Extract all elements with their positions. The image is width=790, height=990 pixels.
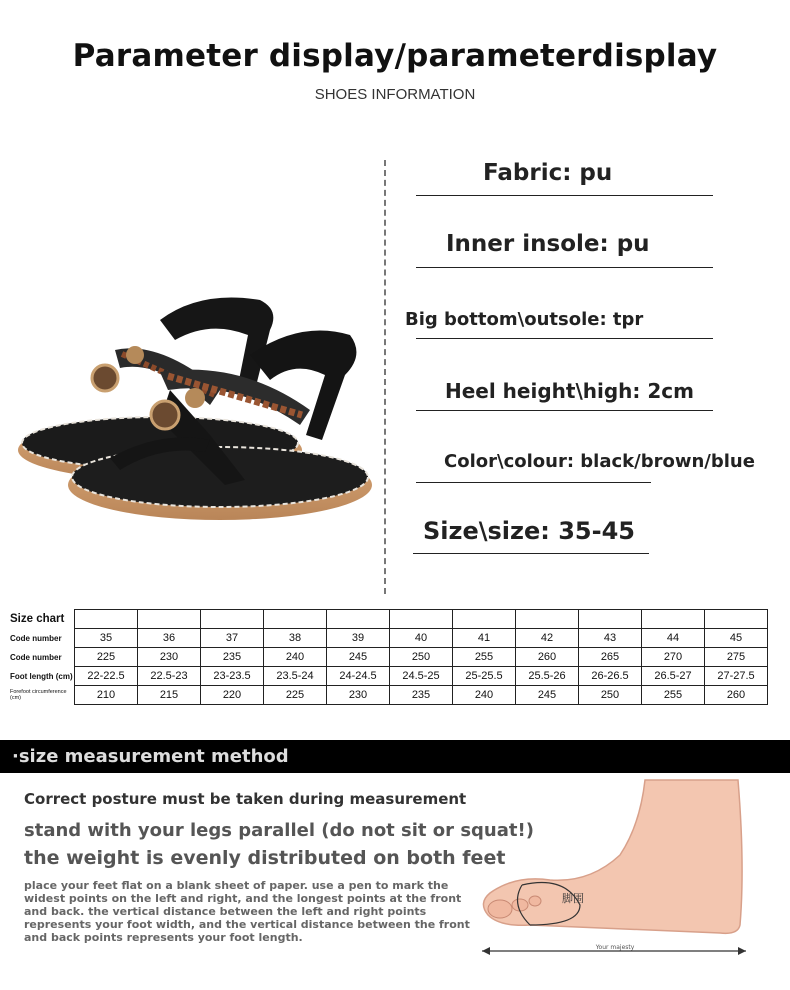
table-cell: 26-26.5 (579, 667, 642, 686)
table-row (10, 610, 768, 629)
param-underline (416, 338, 713, 339)
foot-measurement-illustration (470, 775, 760, 975)
table-cell: 240 (264, 648, 327, 667)
measure-step-1: stand with your legs parallel (do not sit or squat!) (24, 820, 534, 841)
table-cell: 250 (390, 648, 453, 667)
table-cell: 44 (642, 629, 705, 648)
table-cell: 220 (201, 686, 264, 705)
param-size: Size\size: 35-45 (423, 517, 635, 545)
table-cell: 250 (579, 686, 642, 705)
param-fabric: Fabric: pu (483, 160, 613, 186)
table-cell: 45 (705, 629, 768, 648)
table-cell: 41 (453, 629, 516, 648)
table-cell: 235 (201, 648, 264, 667)
table-cell: 225 (264, 686, 327, 705)
table-cell: 24-24.5 (327, 667, 390, 686)
table-cell: 42 (516, 629, 579, 648)
param-underline (413, 553, 649, 554)
table-cell: 22.5-23 (138, 667, 201, 686)
table-row (10, 629, 768, 648)
table-cell: 25-25.5 (453, 667, 516, 686)
size-chart-table (10, 609, 768, 705)
table-cell: 38 (264, 629, 327, 648)
size-chart-title: Size chart (10, 613, 65, 625)
param-inner-insole: Inner insole: pu (446, 231, 650, 257)
table-cell: 23.5-24 (264, 667, 327, 686)
table-cell: 22-22.5 (75, 667, 138, 686)
table-cell: 27-27.5 (705, 667, 768, 686)
table-cell: 270 (642, 648, 705, 667)
table-cell: 35 (75, 629, 138, 648)
table-cell: 265 (579, 648, 642, 667)
table-cell: 23-23.5 (201, 667, 264, 686)
page-subtitle: SHOES INFORMATION (314, 86, 476, 103)
section-header-bar (0, 740, 790, 773)
table-row (10, 648, 768, 667)
param-underline (416, 410, 713, 411)
table-cell: 43 (579, 629, 642, 648)
table-cell: 245 (516, 686, 579, 705)
table-cell: 235 (390, 686, 453, 705)
table-cell: 255 (642, 686, 705, 705)
table-cell: 245 (327, 648, 390, 667)
table-cell: 255 (453, 648, 516, 667)
param-heel-height: Heel height\high: 2cm (445, 379, 694, 403)
divider-dashed (384, 160, 386, 594)
row-label: Code number (10, 633, 62, 643)
row-label: Foot length (cm) (10, 671, 73, 681)
section-title: ·size measurement method (12, 746, 289, 767)
table-cell: 39 (327, 629, 390, 648)
table-cell: 240 (453, 686, 516, 705)
table-cell: 260 (516, 648, 579, 667)
sandal-product-image (10, 280, 375, 540)
param-underline (416, 482, 651, 483)
param-color: Color\colour: black/brown/blue (444, 451, 755, 472)
row-label: Code number (10, 652, 62, 662)
table-cell: 210 (75, 686, 138, 705)
table-cell: 225 (75, 648, 138, 667)
page-title: Parameter display/parameterdisplay (72, 38, 718, 74)
param-underline (416, 267, 713, 268)
table-cell: 24.5-25 (390, 667, 453, 686)
table-cell: 36 (138, 629, 201, 648)
param-outsole: Big bottom\outsole: tpr (405, 309, 644, 330)
table-cell: 25.5-26 (516, 667, 579, 686)
table-cell: 260 (705, 686, 768, 705)
param-underline (416, 195, 713, 196)
ball-circumference-label: 脚围 (562, 892, 584, 905)
table-cell: 215 (138, 686, 201, 705)
row-label: Forefoot circumference (cm) (10, 689, 67, 701)
measure-step-3: place your feet flat on a blank sheet of paper. use a pen to mark the widest points on the left and right, and the longest points at the front and back. the vertical distance between the left and right points represents your foot width, and the vertical distance between the front and back points represents your foot length. (24, 879, 470, 944)
table-cell: 40 (390, 629, 453, 648)
posture-note: Correct posture must be taken during measurement (24, 790, 467, 808)
measure-step-2: the weight is evenly distributed on both feet (24, 847, 506, 869)
table-cell: 275 (705, 648, 768, 667)
table-cell: 37 (201, 629, 264, 648)
foot-length-label: Your majesty (595, 944, 635, 951)
table-row (10, 686, 768, 705)
table-cell: 26.5-27 (642, 667, 705, 686)
table-cell: 230 (138, 648, 201, 667)
table-row (10, 667, 768, 686)
table-cell: 230 (327, 686, 390, 705)
